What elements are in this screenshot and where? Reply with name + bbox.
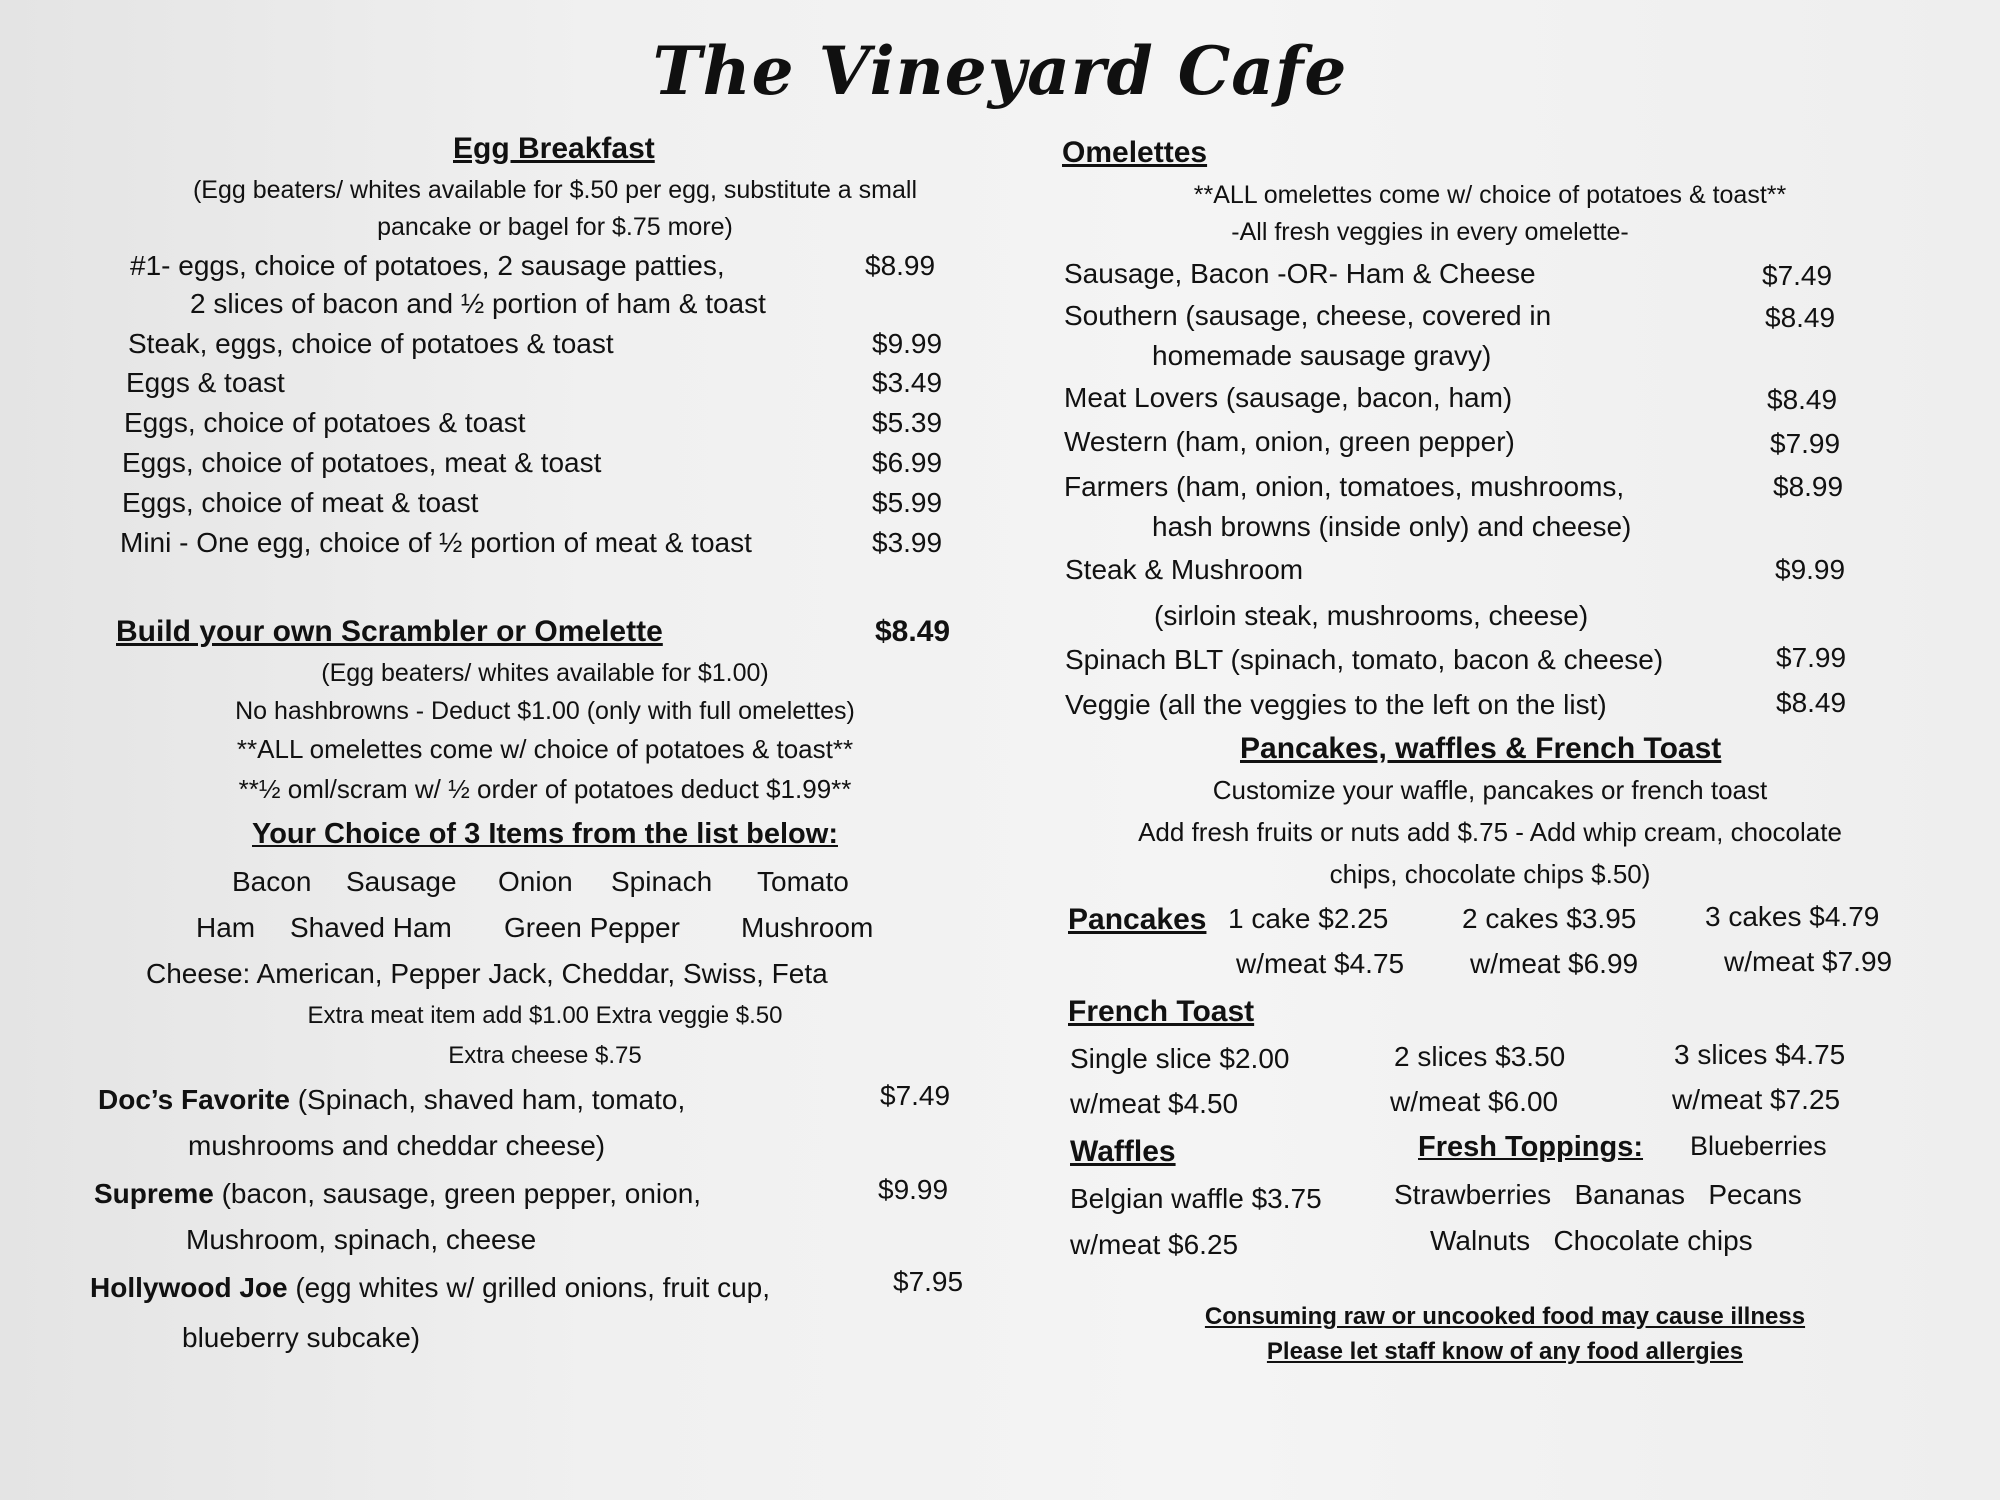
omelette-price: $8.49 [1776, 687, 1847, 718]
ingredient: Ham [196, 912, 256, 943]
waffles-heading: Waffles [1070, 1135, 1176, 1168]
pancake-option: w/meat $6.99 [1470, 948, 1639, 979]
pancake-option: w/meat $4.75 [1236, 948, 1405, 979]
build-note: (Egg beaters/ whites available for $1.00) [321, 659, 769, 687]
omelette-price: $7.49 [1762, 260, 1833, 291]
omelette-price: $7.99 [1776, 642, 1847, 673]
menu-item-name: Eggs & toast [126, 367, 285, 398]
omelette-name: Veggie (all the veggies to the left on the list) [1065, 689, 1607, 720]
egg-breakfast-note: pancake or bagel for $.75 more) [377, 213, 733, 241]
ingredient: Bacon [232, 866, 312, 897]
omelette-name: Sausage, Bacon -OR- Ham & Cheese [1064, 258, 1536, 289]
omelette-name: Steak & Mushroom [1065, 554, 1304, 585]
omelette-price: $8.49 [1767, 384, 1838, 415]
menu-item-price: $9.99 [872, 328, 943, 359]
omelette-price: $8.99 [1773, 471, 1844, 502]
omelette-desc: homemade sausage gravy) [1152, 340, 1492, 371]
special-name: Doc’s Favorite [98, 1084, 290, 1115]
ingredient: Onion [498, 866, 573, 897]
toppings-heading: Fresh Toppings: [1418, 1131, 1644, 1163]
omelette-name: Meat Lovers (sausage, bacon, ham) [1064, 382, 1513, 413]
pancake-option: 1 cake $2.25 [1228, 903, 1389, 934]
omelette-price: $7.99 [1770, 428, 1841, 459]
special-desc: blueberry subcake) [182, 1322, 421, 1353]
french-toast-option: w/meat $7.25 [1672, 1084, 1841, 1115]
french-toast-option: 3 slices $4.75 [1674, 1039, 1846, 1070]
pancakes-section-note: Customize your waffle, pancakes or french toast [1212, 775, 1768, 805]
omelettes-note: -All fresh veggies in every omelette- [1231, 218, 1629, 246]
egg-breakfast-heading: Egg Breakfast [453, 132, 655, 165]
french-toast-heading: French Toast [1068, 995, 1255, 1028]
menu-item-name: Eggs, choice of meat & toast [122, 487, 479, 518]
build-your-own-price: $8.49 [875, 615, 951, 648]
menu-item-price: $3.99 [872, 527, 943, 558]
extra-note: Extra cheese $.75 [448, 1042, 642, 1069]
special-price: $7.49 [880, 1080, 951, 1111]
special-desc: (Spinach, shaved ham, tomato, [289, 1084, 686, 1115]
pancake-option: 3 cakes $4.79 [1705, 901, 1880, 932]
pancakes-section-note: chips, chocolate chips $.50) [1329, 859, 1651, 889]
ingredient: Shaved Ham [290, 912, 452, 943]
menu-item-price: $3.49 [872, 367, 943, 398]
cheese-options: Cheese: American, Pepper Jack, Cheddar, Swiss, Feta [146, 958, 828, 989]
menu-item-name: 2 slices of bacon and ½ portion of ham & toast [190, 288, 766, 319]
pancakes-section-note: Add fresh fruits or nuts add $.75 - Add whip cream, chocolate [1138, 817, 1842, 847]
menu-item-price: $6.99 [872, 447, 943, 478]
topping-row: Strawberries Bananas Pecans [1394, 1179, 1802, 1210]
cafe-title: The Vineyard Cafe [652, 32, 1348, 110]
french-toast-option: w/meat $4.50 [1070, 1088, 1239, 1119]
omelette-desc: hash browns (inside only) and cheese) [1152, 511, 1632, 542]
pancake-option: 2 cakes $3.95 [1462, 903, 1637, 934]
waffle-option: Belgian waffle $3.75 [1070, 1183, 1322, 1214]
special-desc: mushrooms and cheddar cheese) [188, 1130, 606, 1161]
menu-item-name: #1- eggs, choice of potatoes, 2 sausage patties, [130, 250, 725, 281]
build-your-own-heading: Build your own Scrambler or Omelette [116, 615, 663, 648]
french-toast-option: 2 slices $3.50 [1394, 1041, 1566, 1072]
topping-row: Walnuts Chocolate chips [1430, 1225, 1753, 1256]
menu-item-name: Eggs, choice of potatoes & toast [124, 407, 526, 438]
special-desc: (egg whites w/ grilled onions, fruit cup, [287, 1272, 771, 1303]
choice-heading: Your Choice of 3 Items from the list below: [252, 818, 838, 850]
menu-item-price: $5.39 [872, 407, 943, 438]
omelette-name: Spinach BLT (spinach, tomato, bacon & cheese) [1065, 644, 1664, 675]
omelette-name: Southern (sausage, cheese, covered in [1064, 300, 1552, 331]
special-name: Hollywood Joe [90, 1272, 288, 1303]
ingredient: Green Pepper [504, 912, 680, 943]
ingredient: Mushroom [741, 912, 874, 943]
omelette-name: Farmers (ham, onion, tomatoes, mushrooms, [1064, 471, 1625, 502]
omelettes-note: **ALL omelettes come w/ choice of potatoes & toast** [1193, 181, 1787, 209]
omelettes-heading: Omelettes [1062, 136, 1208, 169]
build-note: **ALL omelettes come w/ choice of potatoes & toast** [236, 734, 854, 764]
special-name: Supreme [94, 1178, 214, 1209]
topping: Blueberries [1690, 1131, 1827, 1161]
menu-item-price: $5.99 [872, 487, 943, 518]
pancakes-heading: Pancakes [1068, 903, 1207, 936]
ingredient: Sausage [346, 866, 457, 897]
french-toast-option: w/meat $6.00 [1390, 1086, 1559, 1117]
egg-breakfast-note: (Egg beaters/ whites available for $.50 per egg, substitute a small [192, 176, 917, 204]
omelette-price: $9.99 [1775, 554, 1846, 585]
special-price: $7.95 [893, 1266, 964, 1297]
menu-item-price: $8.99 [865, 250, 936, 281]
waffle-option: w/meat $6.25 [1070, 1229, 1239, 1260]
build-note: **½ oml/scram w/ ½ order of potatoes deduct $1.99** [238, 774, 852, 804]
pancake-option: w/meat $7.99 [1724, 946, 1893, 977]
special-item [94, 1178, 701, 1210]
build-note: No hashbrowns - Deduct $1.00 (only with full omelettes) [235, 697, 855, 725]
ingredient: Tomato [757, 866, 849, 897]
special-item [90, 1272, 770, 1304]
special-price: $9.99 [878, 1174, 949, 1205]
menu-item-name: Steak, eggs, choice of potatoes & toast [128, 328, 614, 359]
menu-item-name: Eggs, choice of potatoes, meat & toast [122, 447, 602, 478]
omelette-desc: (sirloin steak, mushrooms, cheese) [1154, 600, 1589, 631]
special-desc: Mushroom, spinach, cheese [186, 1224, 537, 1255]
special-desc: (bacon, sausage, green pepper, onion, [213, 1178, 702, 1209]
allergy-notice: Please let staff know of any food allergies [1266, 1338, 1744, 1365]
extra-note: Extra meat item add $1.00 Extra veggie $.50 [307, 1002, 783, 1029]
pancakes-section-heading: Pancakes, waffles & French Toast [1240, 732, 1722, 765]
omelette-name: Western (ham, onion, green pepper) [1064, 426, 1515, 457]
french-toast-option: Single slice $2.00 [1070, 1043, 1290, 1074]
ingredient: Spinach [611, 866, 713, 897]
food-safety-notice: Consuming raw or uncooked food may cause illness [1204, 1303, 1806, 1330]
menu-item-name: Mini - One egg, choice of ½ portion of meat & toast [120, 527, 752, 558]
special-item [98, 1084, 685, 1116]
omelette-price: $8.49 [1765, 302, 1836, 333]
